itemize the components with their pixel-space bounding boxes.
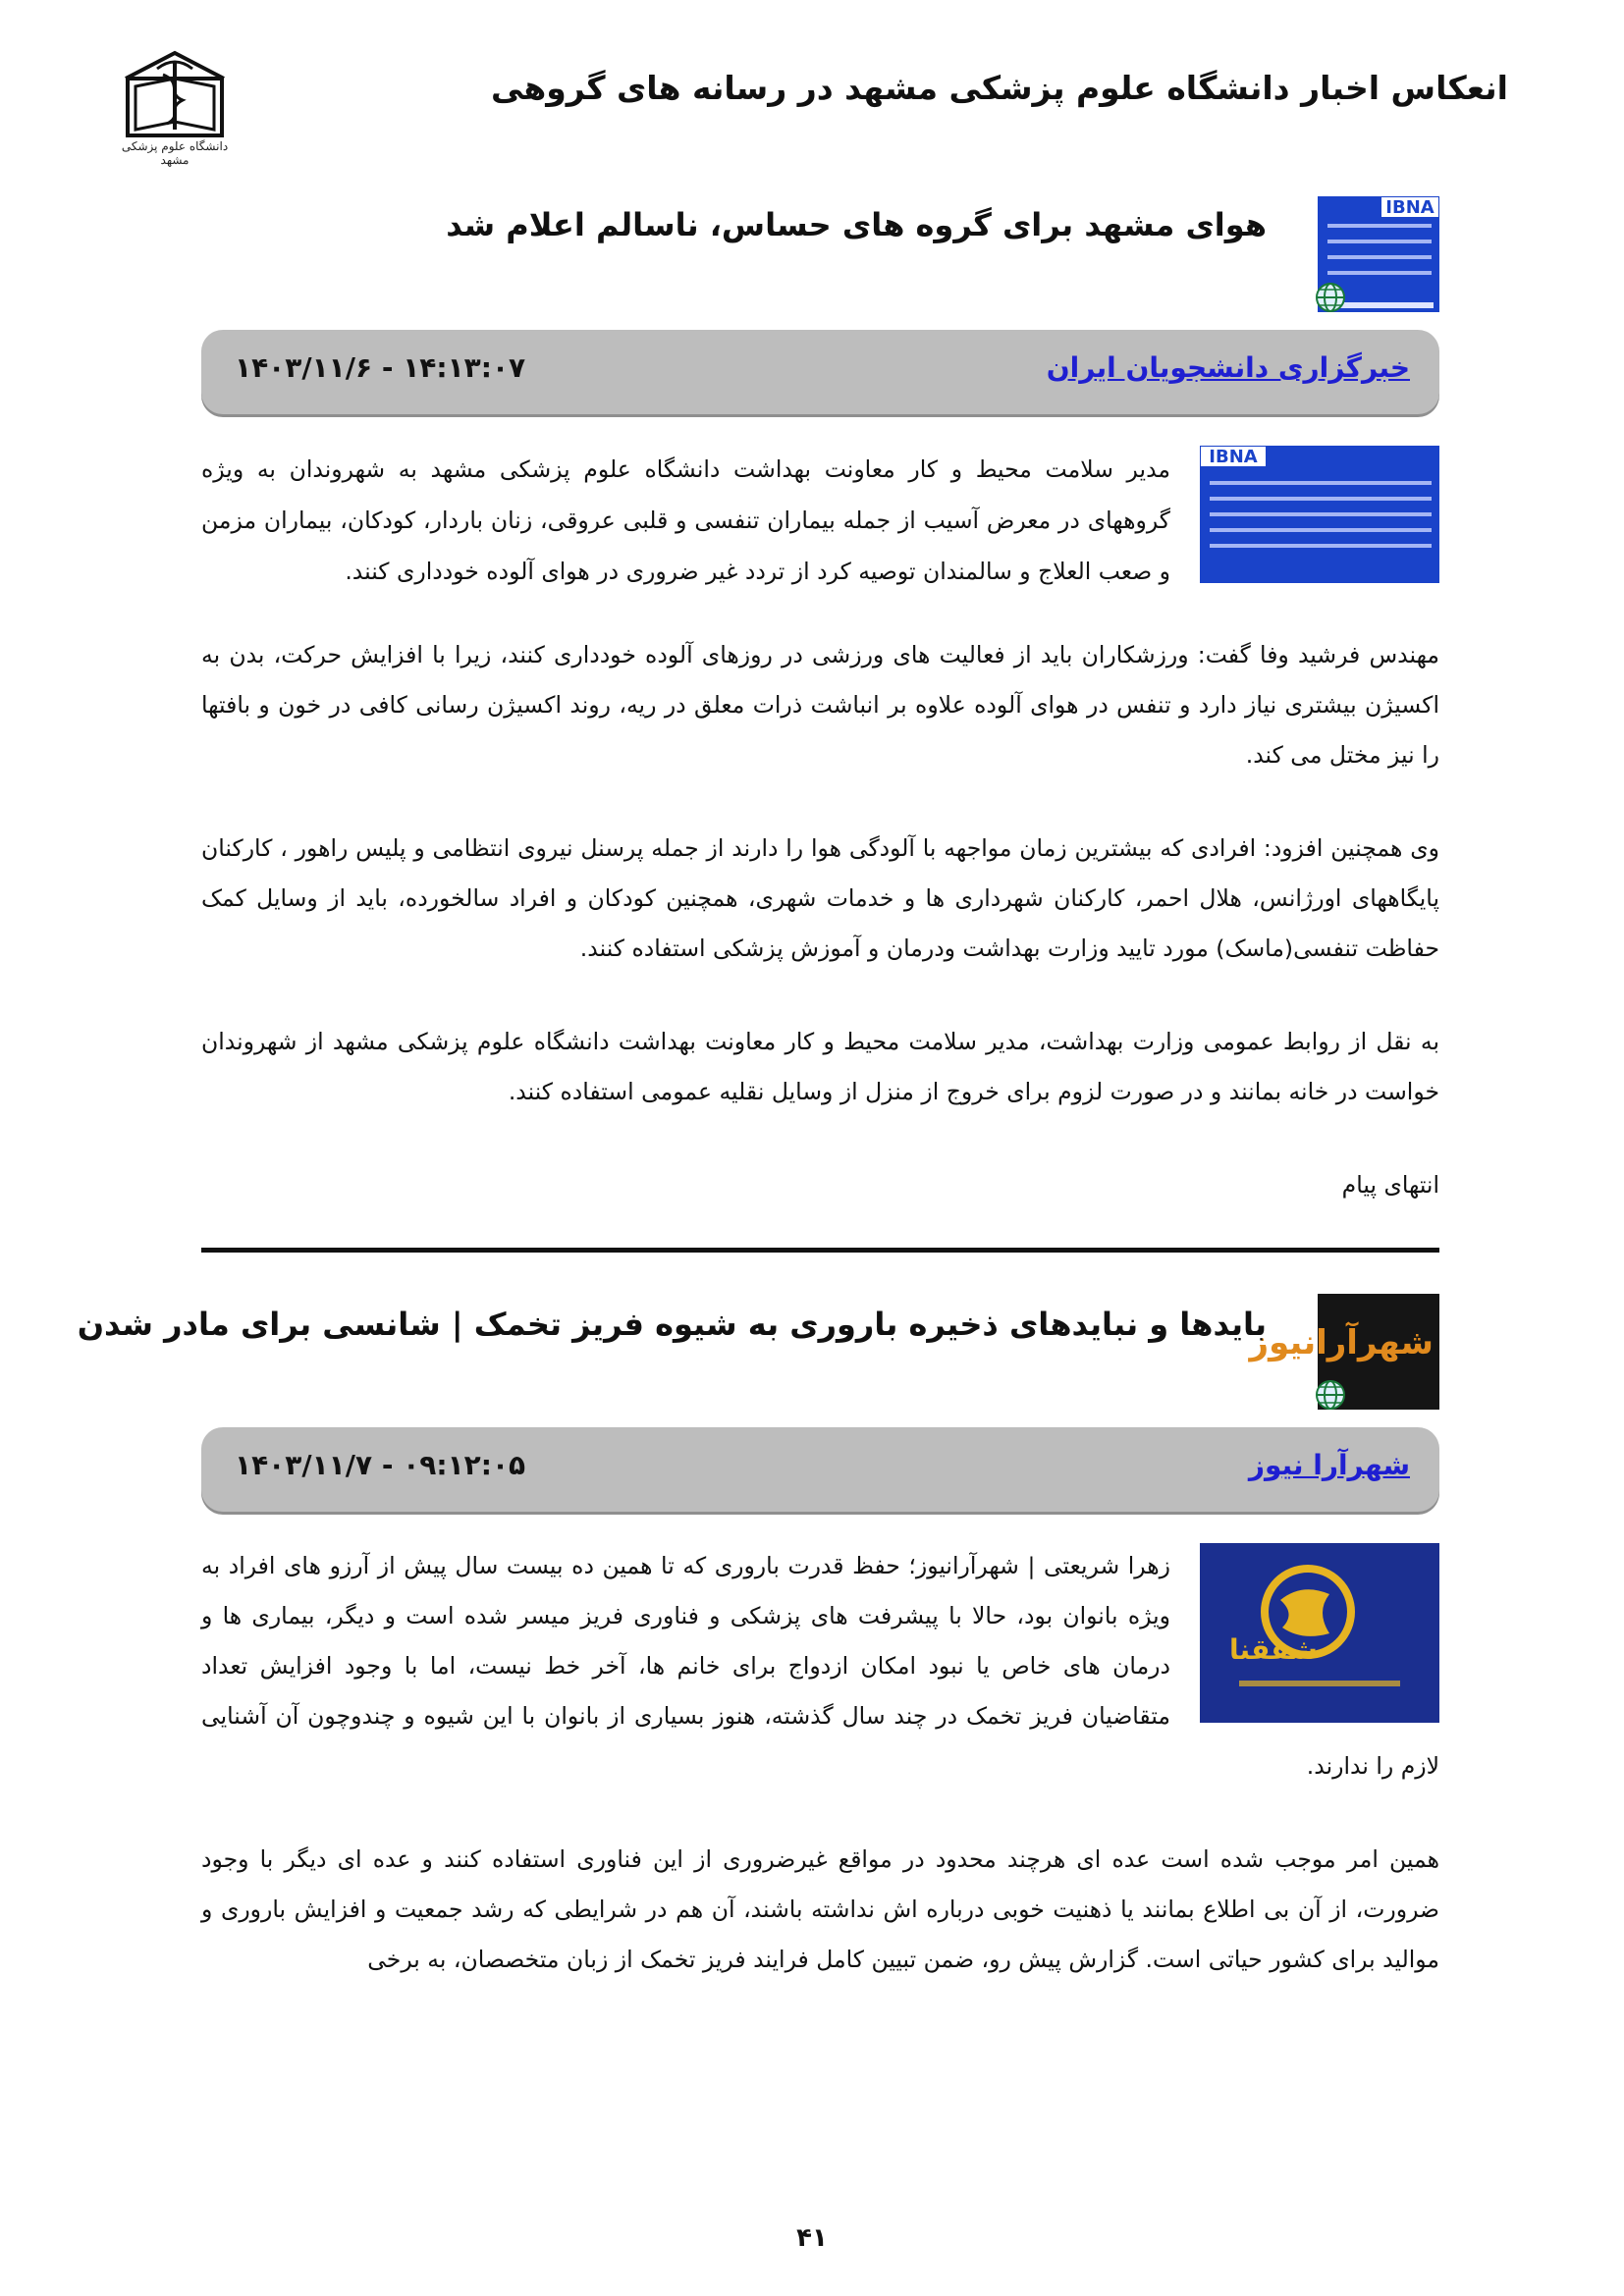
lead-paragraph: مدیر سلامت محیط و کار معاونت بهداشت دانشگاه علوم پزشکی مشهد به شهروندان به ویژه گروههای در معرض آسیب از جمله بیماران تنفسی و قلبی عروقی، زنان باردار، کودکان، بیماران مزمن و صعب العلاج و سالمندان توصیه کرد از تردد غیر ضروری در هوای آلوده خودداری کنند. [201, 455, 1170, 585]
article-title: هوای مشهد برای گروه های حساس، ناسالم اعلام شد [446, 206, 1267, 243]
source-link[interactable]: شهرآرا نیوز [1248, 1449, 1410, 1481]
badge-text: شهرآرانیوز [1249, 1323, 1434, 1362]
article-datetime: ۱۴۰۳/۱۱/۶ - ۱۴:۱۳:۰۷ [235, 351, 526, 384]
article-datetime: ۱۴۰۳/۱۱/۷ - ۰۹:۱۲:۰۵ [235, 1449, 526, 1481]
page-number: ۴۱ [796, 2223, 828, 2253]
document-title: انعکاس اخبار دانشگاه علوم پزشکی مشهد در رسانه های گروهی [491, 69, 1508, 107]
body-paragraph: وی همچنین افزود: افرادی که بیشترین زمان مواجهه با آلودگی هوا را دارند از جمله پرسنل نیروی انتظامی و پلیس راهور ، کارکنان پایگاههای اورژانس، هلال احمر، کارکنان شهرداری ها و خدمات شهری، همچنین کودکان و افراد سالخورده، باید از وسایل کمک حفاظت تنفسی(ماسک) مورد تایید وزارت بهداشت ودرمان و آموزش پزشکی استفاده کنند. [201, 834, 1439, 962]
body-paragraph: مهندس فرشید وفا گفت: ورزشکاران باید از فعالیت های ورزشی در روزهای آلوده خودداری کنند، زیرا با افزایش حرکت، بدن به اکسیژن بیشتری نیاز دارد و تنفس در هوای آلوده علاوه بر انباشت ذرات معلق در ریه، روند اکسیژن رسانی کافی در خون و بافتها را نیز مختل می کند. [201, 641, 1439, 769]
article-divider [201, 1248, 1439, 1253]
article-title: بایدها و نبایدهای ذخیره باروری به شیوه فریز تخمک | شانسی برای مادر شدن [77, 1306, 1267, 1343]
logo-caption: دانشگاه علوم پزشکی مشهد [121, 139, 229, 167]
source-logo [1249, 1294, 1439, 1410]
article-lead [201, 444, 1439, 597]
lead-paragraph: زهرا شریعتی | شهرآرانیوز؛ حفظ قدرت باروری که تا همین ده بیست سال پیش از آرزو های افراد به ویژه بانوان بود، حالا با پیشرفت های پزشکی و فناوری فریز میسر شده است و دیگر، بیماری ها و درمان های خاص یا نبود امکان ازدواج برای خانم ها، آخر خط نیست، اما با وجود افزایش تعداد متقاضیان فریز تخمک در چند سال گذشته، هنوز بسیاری از بانوان با این شیوه و چندوچون آن آشنایی لازم را ندارند. [201, 1552, 1439, 1780]
globe-icon[interactable] [1314, 1378, 1347, 1412]
thumbnail-text: شفقنا [1229, 1633, 1318, 1666]
source-link[interactable]: خبرگزاری دانشجویان ایران [1046, 351, 1410, 384]
article-meta-bar [201, 1427, 1439, 1512]
body-paragraph: به نقل از روابط عمومی وزارت بهداشت، مدیر سلامت محیط و کار معاونت بهداشت دانشگاه علوم پزشکی مشهد از شهروندان خواست در خانه بمانند و در صورت لزوم برای خروج از منزل از وسایل نقلیه عمومی استفاده کنند. [201, 1028, 1439, 1105]
article-thumbnail [1200, 1543, 1439, 1723]
body-paragraph: همین امر موجب شده است عده ای هرچند محدود در مواقع غیرضروری از این فناوری استفاده کنند و عده ای دیگر با وجود ضرورت، از آن بی اطلاع بمانند یا ذهنیت خوبی درباره اش نداشته باشند، آن هم در شرایطی که رشد جمعیت و افزایش باروری و موالید برای کشور حیاتی است. گزارش پیش رو، ضمن تبیین کامل فرایند فریز تخمک از زبان متخصصان، به برخی [201, 1845, 1439, 1973]
article-header [201, 196, 1439, 316]
article [77, 196, 1439, 1985]
page-header [0, 39, 1624, 167]
source-logo [1318, 196, 1439, 312]
article-thumbnail [1200, 446, 1439, 583]
article-meta-bar [201, 330, 1439, 414]
article-lead [201, 1541, 1439, 1791]
article-ending: انتهای پیام [1341, 1171, 1439, 1199]
article-header [77, 1294, 1439, 1414]
globe-icon[interactable] [1314, 281, 1347, 314]
badge-text: IBNA [1380, 196, 1439, 218]
thumbnail-text: IBNA [1200, 446, 1267, 467]
